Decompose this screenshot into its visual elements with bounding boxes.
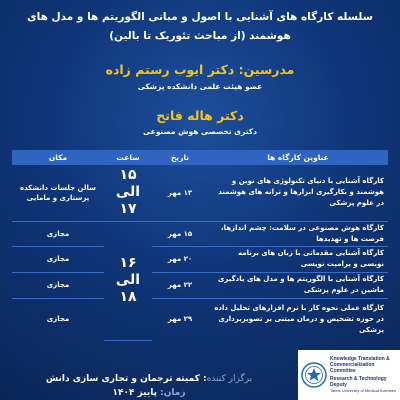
poster-title: سلسله کارگاه های آشنایی با اصول و مبانی الگوریتم ها و مدل های هوشمند (از مباحث تئوریک تا بالین) — [27, 11, 373, 42]
table-row — [12, 298, 388, 340]
second-lecturer-name: دکتر هاله فاتح — [156, 108, 244, 123]
lecturer-name: مدرسین: دکتر ایوب رستم زاده — [105, 62, 295, 77]
row-title: کارگاه آشنایی مقدماتی با زبان های برنامه نویسی و پرامپت نویسی — [208, 246, 388, 272]
university-seal-icon — [301, 362, 327, 388]
row-date: ۱۳ مهر — [152, 165, 208, 221]
row-title: کارگاه عملی نحوه کار با نرم افزارهای تحلیل داده در حوزه تشخیص و درمان مبتنی بر تصویربرداری پزشکی — [214, 303, 384, 334]
table-row — [12, 221, 388, 246]
row-date: ۲۰ مهر — [152, 246, 208, 272]
second-lecturer-role: دکتری تخصصی هوش مصنوعی — [143, 127, 257, 136]
lecturer-role: عضو هیئت علمی دانشکده پزشکی — [137, 82, 263, 91]
organizer-line: برگزار کننده: کمیته ترجمان و تجاری سازی دانش — [45, 374, 253, 384]
table-row — [12, 246, 388, 272]
logo-line-2: Research & Technology Deputy — [330, 376, 387, 388]
row-title: کارگاه هوش مصنوعی در سلامت: چشم اندازها، فرصت ها و تهدیدها — [208, 221, 388, 246]
row-place: مجازی — [12, 272, 104, 298]
table-row — [12, 165, 388, 221]
row-time: ۱۶ الی ۱۸ — [104, 221, 152, 340]
row-title: کارگاه آشنایی با الگوریتم ها و مدل های یادگیری ماشین در علوم پزشکی — [208, 272, 388, 298]
header-title: عناوین کارگاه ها — [208, 150, 388, 165]
row-date: ۲۲ مهر — [152, 272, 208, 298]
row-date: ۲۹ مهر — [167, 315, 193, 324]
header-time: ساعت — [104, 150, 152, 165]
date-prefix: زمان — [163, 388, 186, 398]
date-value: پاییز ۱۴۰۴ — [112, 388, 157, 398]
organizer-name: کمیته ترجمان و تجاری سازی دانش — [45, 374, 200, 384]
row-title: کارگاه آشنایی با دنیای تکنولوژی های نوین و هوشمند و بکارگیری ابزارها و ترانه های هوشمند در علوم پزشکی — [208, 165, 388, 221]
row-place: سالن جلسات دانشکده پرستاری و مامایی — [12, 165, 104, 221]
row-place: مجازی — [12, 246, 104, 272]
logo-line-3: Tabriz University of Medical Sciences — [330, 388, 397, 393]
row-place: مجازی — [12, 221, 104, 246]
row-place: مجازی — [46, 315, 70, 324]
logo-text — [330, 356, 397, 394]
schedule-table — [12, 150, 388, 341]
row-date: ۱۵ مهر — [152, 221, 208, 246]
row-time: ۱۵ الی ۱۷ — [104, 165, 152, 221]
logo-line-1: Knowledge Translation & Commercialization Committee — [330, 356, 390, 374]
committee-logo — [298, 350, 400, 400]
table-row — [12, 272, 388, 298]
date-line: زمان: پاییز ۱۴۰۴ — [112, 388, 186, 398]
organizer-prefix: برگزار کننده — [206, 374, 253, 384]
header-place: مکان — [12, 150, 104, 165]
table-header-row — [12, 150, 388, 165]
header-date: تاریخ — [152, 150, 208, 165]
